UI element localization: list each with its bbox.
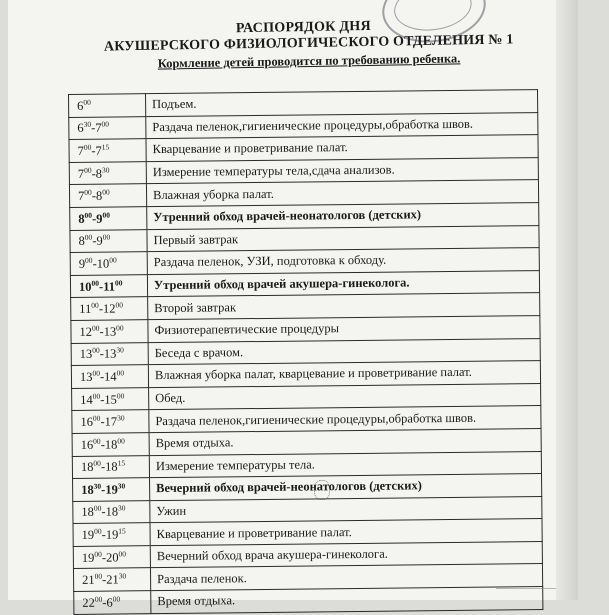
time-cell	[70, 274, 147, 297]
activity-cell: Время отдыха.	[149, 428, 541, 455]
end-hour: 19	[105, 482, 118, 497]
start-hour: 16	[80, 437, 94, 452]
end-hour: 13	[103, 324, 117, 339]
time-separator: -	[102, 595, 107, 610]
activity-cell: Физиотерапевтические процедуры	[148, 316, 540, 343]
activity-cell: Ужин	[150, 496, 542, 523]
start-hour: 13	[79, 369, 93, 384]
time-cell	[74, 591, 151, 614]
start-minutes: 00	[94, 549, 102, 559]
time-separator: -	[91, 166, 96, 181]
start-minutes: 30	[83, 120, 92, 130]
time-separator: -	[98, 279, 104, 294]
schedule-row	[74, 587, 543, 615]
start-minutes: 00	[91, 300, 99, 310]
start-minutes: 00	[84, 255, 93, 265]
time-separator: -	[101, 527, 106, 542]
activity-cell: Измерение температуры тела.	[149, 451, 541, 478]
end-hour: 9	[96, 211, 103, 226]
time-separator: -	[91, 211, 97, 226]
activity-cell: Первый завтрак	[147, 225, 539, 252]
activity-cell: Время отдыха.	[151, 587, 543, 614]
activity-cell: Утренний обход врачей акушера-гинеколога.	[147, 270, 539, 297]
end-minutes: 15	[118, 526, 126, 536]
activity-cell: Раздача пеленок,гигиенические процедуры,обработка швов.	[149, 406, 541, 433]
activity-cell: Измерение температуры тела,сдача анализов.	[146, 157, 538, 184]
start-minutes: 00	[94, 594, 103, 604]
end-minutes: 00	[117, 436, 125, 446]
start-hour: 7	[77, 189, 85, 204]
end-minutes: 00	[102, 232, 111, 243]
document-sheet	[8, 0, 578, 610]
end-minutes: 30	[117, 481, 126, 491]
start-minutes: 00	[83, 97, 91, 107]
time-cell	[71, 342, 148, 365]
time-separator: -	[91, 143, 96, 158]
start-hour: 13	[79, 347, 93, 362]
time-separator: -	[101, 550, 107, 565]
title-line-2: АКУШЕРСКОГО ФИЗИОЛОГИЧЕСКОГО ОТДЕЛЕНИЯ № 1	[103, 32, 514, 55]
time-cell	[70, 229, 147, 252]
time-separator: -	[98, 301, 104, 316]
end-hour: 7	[95, 121, 102, 136]
start-hour: 18	[80, 460, 94, 475]
activity-cell: Кварцевание и проветривание палат.	[150, 519, 542, 546]
handwritten-scrawl	[496, 588, 556, 601]
time-separator: -	[100, 392, 105, 407]
activity-cell: Беседа с врачом.	[148, 338, 540, 365]
end-hour: 13	[103, 346, 117, 361]
end-minutes: 30	[116, 345, 124, 355]
end-hour: 6	[106, 595, 113, 610]
start-hour: 19	[81, 527, 95, 542]
start-hour: 19	[81, 550, 95, 565]
time-cell	[73, 546, 150, 569]
end-minutes: 15	[117, 458, 126, 468]
end-hour: 15	[104, 392, 117, 407]
end-minutes: 00	[102, 210, 110, 220]
end-minutes: 30	[117, 503, 126, 513]
end-hour: 14	[104, 369, 117, 384]
activity-cell: Обед.	[149, 383, 541, 410]
end-minutes: 30	[117, 413, 125, 423]
end-minutes: 00	[116, 368, 125, 378]
end-hour: 8	[95, 188, 103, 203]
time-separator: -	[100, 414, 105, 429]
activity-cell: Утренний обход врачей-неонатологов (детских)	[147, 203, 539, 230]
time-cell	[70, 252, 147, 275]
time-cell	[69, 139, 146, 162]
start-minutes: 00	[92, 391, 101, 401]
start-minutes: 00	[83, 165, 92, 175]
time-cell	[69, 94, 146, 117]
start-hour: 10	[78, 279, 92, 294]
time-cell	[73, 500, 150, 523]
time-cell	[69, 161, 146, 184]
start-hour: 9	[78, 256, 86, 271]
activity-cell: Раздача пеленок, УЗИ, подготовка к обходу.	[147, 248, 539, 275]
time-separator: -	[91, 121, 96, 136]
activity-cell: Влажная уборка палат, кварцевание и проветривание палат.	[148, 361, 540, 388]
end-minutes: 00	[112, 594, 121, 604]
time-cell	[72, 455, 149, 478]
start-minutes: 00	[83, 142, 92, 152]
time-cell	[69, 116, 146, 139]
time-separator: -	[99, 346, 104, 362]
activity-cell: Подъем.	[146, 90, 538, 117]
start-minutes: 00	[84, 233, 93, 243]
time-separator: -	[92, 234, 97, 249]
time-cell	[72, 387, 149, 410]
start-hour: 8	[78, 211, 85, 226]
end-hour: 9	[96, 234, 103, 249]
start-minutes: 00	[91, 278, 100, 288]
end-hour: 10	[96, 256, 110, 271]
end-minutes: 00	[114, 277, 123, 288]
time-separator: -	[99, 369, 105, 384]
page-edge	[556, 0, 578, 600]
end-minutes: 30	[101, 165, 110, 175]
time-cell	[73, 523, 150, 546]
time-separator: -	[92, 256, 97, 271]
start-minutes: 00	[91, 323, 100, 333]
end-minutes: 00	[102, 187, 110, 197]
start-hour: 14	[80, 392, 93, 407]
pen-mark	[314, 480, 330, 500]
activity-cell: Вечерний обход врача акушера-гинеколога.	[150, 541, 542, 568]
time-separator: -	[101, 505, 106, 520]
time-separator: -	[100, 437, 105, 452]
end-hour: 17	[104, 414, 118, 429]
end-hour: 18	[105, 504, 119, 520]
start-hour: 16	[80, 414, 94, 429]
start-minutes: 00	[92, 368, 100, 378]
start-minutes: 00	[94, 526, 102, 536]
end-minutes: 30	[118, 571, 127, 581]
document-heading	[8, 0, 608, 71]
end-minutes: 00	[115, 300, 123, 310]
start-minutes: 00	[93, 504, 102, 514]
time-separator: -	[91, 188, 97, 203]
end-hour: 8	[95, 166, 103, 181]
start-minutes: 00	[93, 436, 101, 446]
start-minutes: 00	[92, 346, 100, 356]
end-hour: 18	[105, 459, 118, 474]
title-line-1: РАСПОРЯДОК ДНЯ	[235, 18, 372, 37]
end-minutes: 15	[101, 142, 110, 152]
end-hour: 7	[95, 143, 102, 158]
start-hour: 18	[81, 505, 94, 520]
start-minutes: 00	[94, 571, 103, 582]
start-hour: 6	[77, 121, 84, 136]
time-cell	[71, 320, 148, 343]
time-cell	[71, 365, 148, 388]
activity-cell: Второй завтрак	[148, 293, 540, 320]
time-cell	[71, 297, 148, 320]
start-hour: 6	[77, 98, 84, 113]
end-hour: 21	[106, 572, 119, 587]
start-hour: 22	[82, 595, 95, 610]
end-hour: 11	[103, 279, 116, 294]
start-hour: 12	[79, 324, 93, 339]
subtitle: Кормление детей проводится по требованию ребенка.	[157, 51, 461, 71]
start-minutes: 00	[84, 187, 92, 198]
end-minutes: 00	[101, 119, 110, 130]
start-minutes: 00	[93, 458, 101, 469]
end-minutes: 00	[109, 255, 117, 265]
time-separator: -	[99, 324, 104, 339]
activity-cell: Раздача пеленок,гигиенические процедуры,обработка швов.	[146, 112, 538, 139]
activity-cell: Вечерний обход врачей-неонатологов (детских)	[150, 474, 542, 501]
end-hour: 18	[104, 437, 118, 452]
start-minutes: 00	[84, 210, 93, 220]
time-cell	[73, 478, 150, 501]
end-hour: 12	[102, 301, 116, 316]
end-minutes: 00	[118, 549, 127, 559]
time-cell	[73, 568, 150, 591]
activity-cell: Раздача пеленок.	[150, 564, 542, 591]
start-hour: 8	[78, 234, 85, 249]
time-cell	[70, 207, 147, 230]
start-minutes: 00	[92, 413, 101, 423]
start-hour: 21	[82, 573, 95, 588]
time-cell	[69, 184, 146, 207]
activity-cell: Кварцевание и проветривание палат.	[146, 135, 538, 162]
end-minutes: 00	[116, 390, 125, 401]
time-cell	[72, 410, 149, 433]
end-minutes: 00	[116, 323, 124, 333]
time-separator: -	[102, 572, 107, 587]
schedule-table	[68, 89, 543, 615]
start-minutes: 30	[93, 481, 102, 491]
start-hour: 7	[77, 143, 84, 158]
end-hour: 19	[105, 527, 119, 542]
time-separator: -	[100, 459, 106, 474]
activity-cell: Влажная уборка палат.	[146, 180, 538, 207]
start-hour: 11	[79, 301, 92, 317]
start-hour: 18	[81, 482, 94, 497]
time-cell	[72, 433, 149, 456]
time-separator: -	[101, 482, 106, 497]
end-hour: 20	[105, 550, 119, 565]
start-hour: 7	[77, 166, 85, 181]
